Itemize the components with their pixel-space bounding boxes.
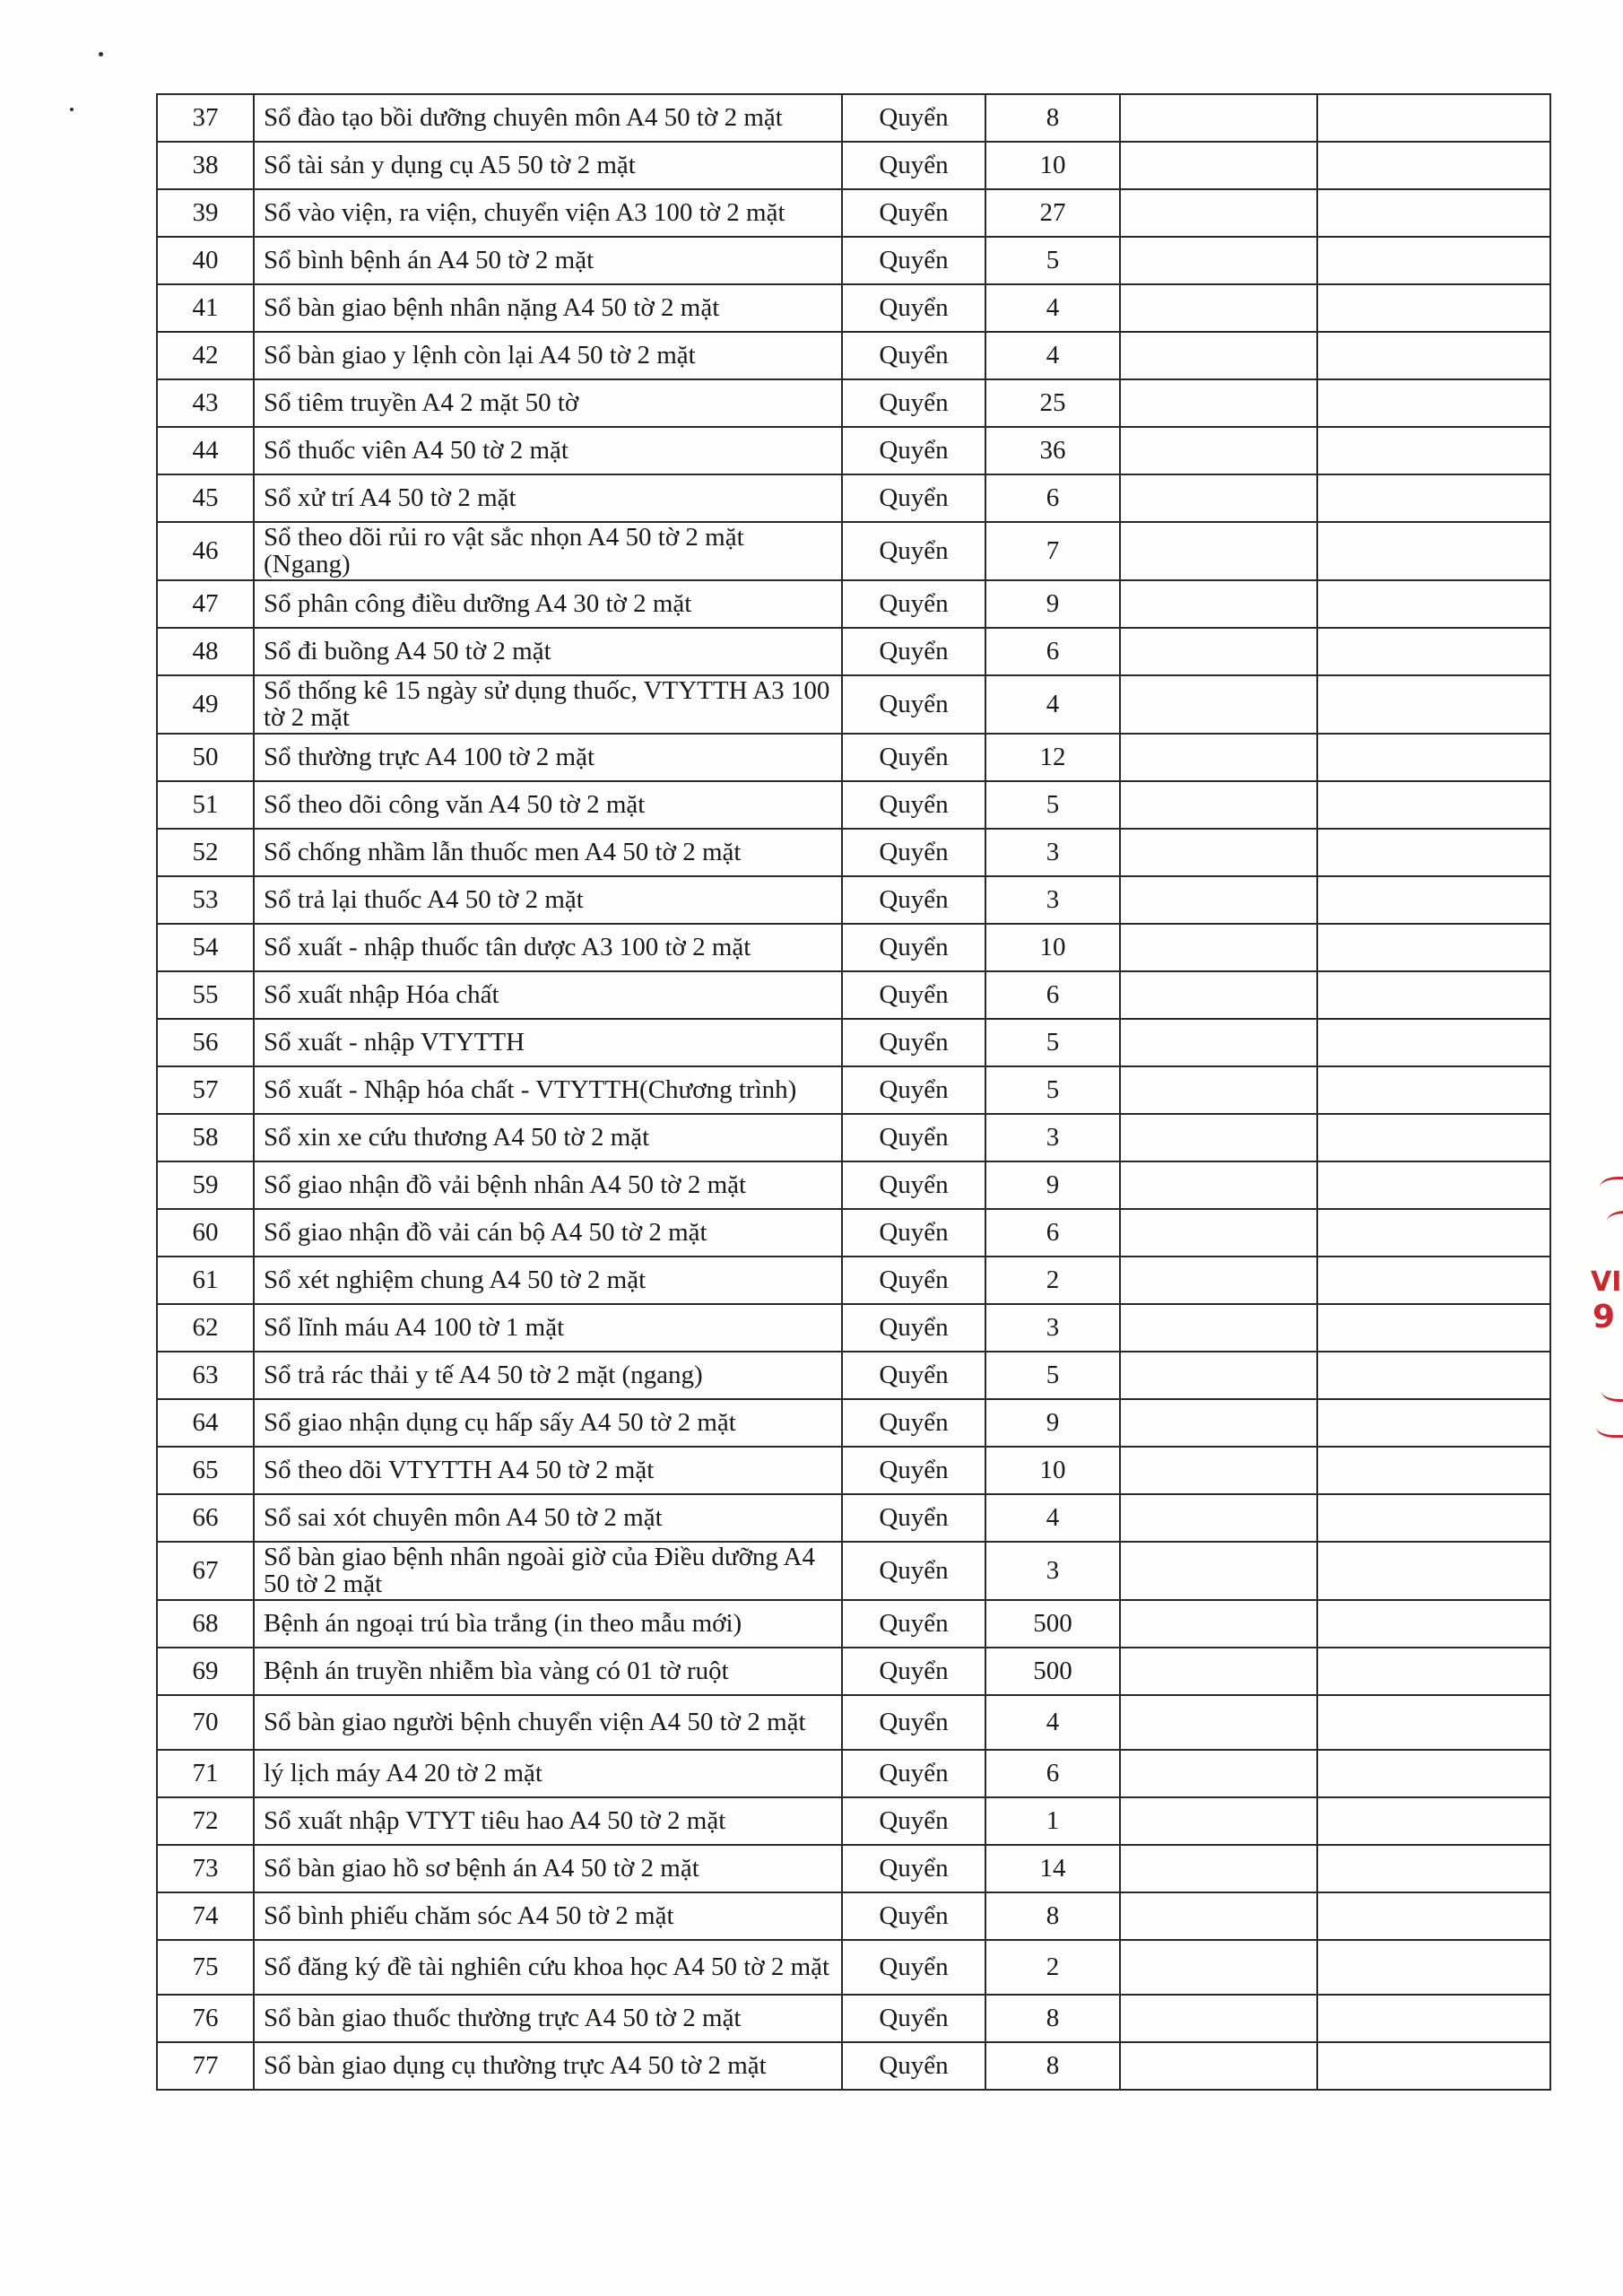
empty-cell (1120, 1161, 1317, 1209)
item-name-cell: Sổ xuất - nhập VTYTTH (254, 1019, 842, 1066)
empty-cell (1317, 1542, 1550, 1600)
empty-cell (1317, 1304, 1550, 1352)
table-row (157, 1399, 1550, 1447)
item-name-cell: Sổ thống kê 15 ngày sử dụng thuốc, VTYTTH A3 100 tờ 2 mặt (254, 675, 842, 734)
row-number-cell: 63 (157, 1352, 254, 1399)
item-name-cell: Sổ đi buồng A4 50 tờ 2 mặt (254, 628, 842, 675)
empty-cell (1120, 1257, 1317, 1304)
table-row (157, 1940, 1550, 1995)
quantity-cell: 9 (985, 580, 1120, 628)
unit-cell: Quyển (842, 1352, 985, 1399)
unit-cell: Quyển (842, 1209, 985, 1257)
quantity-cell: 9 (985, 1161, 1120, 1209)
empty-cell (1120, 781, 1317, 829)
row-number-cell: 60 (157, 1209, 254, 1257)
table-row (157, 1845, 1550, 1892)
item-name-cell: Sổ xét nghiệm chung A4 50 tờ 2 mặt (254, 1257, 842, 1304)
empty-cell (1120, 1940, 1317, 1995)
table-row (157, 284, 1550, 332)
table-row (157, 1447, 1550, 1494)
quantity-cell: 2 (985, 1940, 1120, 1995)
empty-cell (1317, 1845, 1550, 1892)
unit-cell: Quyển (842, 522, 985, 580)
empty-cell (1317, 284, 1550, 332)
unit-cell: Quyển (842, 971, 985, 1019)
row-number-cell: 56 (157, 1019, 254, 1066)
item-name-cell: Sổ đào tạo bồi dưỡng chuyên môn A4 50 tờ 2 mặt (254, 94, 842, 142)
empty-cell (1120, 1542, 1317, 1600)
row-number-cell: 40 (157, 237, 254, 284)
quantity-cell: 6 (985, 1750, 1120, 1797)
row-number-cell: 47 (157, 580, 254, 628)
unit-cell: Quyển (842, 580, 985, 628)
empty-cell (1317, 142, 1550, 189)
empty-cell (1120, 379, 1317, 427)
quantity-cell: 2 (985, 1257, 1120, 1304)
table-row (157, 1542, 1550, 1600)
item-name-cell: Sổ tiêm truyền A4 2 mặt 50 tờ (254, 379, 842, 427)
table-row (157, 1352, 1550, 1399)
item-name-cell: Sổ bàn giao y lệnh còn lại A4 50 tờ 2 mặt (254, 332, 842, 379)
item-name-cell: Sổ xử trí A4 50 tờ 2 mặt (254, 474, 842, 522)
unit-cell: Quyển (842, 332, 985, 379)
empty-cell (1120, 284, 1317, 332)
empty-cell (1120, 1114, 1317, 1161)
quantity-cell: 5 (985, 1019, 1120, 1066)
empty-cell (1317, 1399, 1550, 1447)
empty-cell (1317, 1494, 1550, 1542)
item-name-cell: Sổ phân công điều dưỡng A4 30 tờ 2 mặt (254, 580, 842, 628)
row-number-cell: 45 (157, 474, 254, 522)
empty-cell (1317, 1257, 1550, 1304)
empty-cell (1120, 94, 1317, 142)
item-name-cell: Sổ giao nhận đồ vải bệnh nhân A4 50 tờ 2 mặt (254, 1161, 842, 1209)
row-number-cell: 65 (157, 1447, 254, 1494)
unit-cell: Quyển (842, 734, 985, 781)
item-name-cell: Sổ bình bệnh án A4 50 tờ 2 mặt (254, 237, 842, 284)
quantity-cell: 500 (985, 1600, 1120, 1648)
empty-cell (1317, 971, 1550, 1019)
unit-cell: Quyển (842, 1257, 985, 1304)
unit-cell: Quyển (842, 189, 985, 237)
table-row (157, 675, 1550, 734)
empty-cell (1317, 675, 1550, 734)
empty-cell (1120, 1352, 1317, 1399)
item-name-cell: Sổ xuất nhập Hóa chất (254, 971, 842, 1019)
row-number-cell: 57 (157, 1066, 254, 1114)
unit-cell: Quyển (842, 94, 985, 142)
stamp-arc (1601, 1381, 1623, 1402)
unit-cell: Quyển (842, 924, 985, 971)
table-row (157, 1750, 1550, 1797)
empty-cell (1120, 1600, 1317, 1648)
unit-cell: Quyển (842, 284, 985, 332)
quantity-cell: 8 (985, 1995, 1120, 2042)
unit-cell: Quyển (842, 1542, 985, 1600)
unit-cell: Quyển (842, 1066, 985, 1114)
empty-cell (1317, 580, 1550, 628)
quantity-cell: 25 (985, 379, 1120, 427)
row-number-cell: 44 (157, 427, 254, 474)
item-name-cell: Sổ vào viện, ra viện, chuyển viện A3 100 tờ 2 mặt (254, 189, 842, 237)
table-row (157, 781, 1550, 829)
empty-cell (1120, 1066, 1317, 1114)
row-number-cell: 41 (157, 284, 254, 332)
table-row (157, 474, 1550, 522)
item-name-cell: Bệnh án ngoại trú bìa trắng (in theo mẫu mới) (254, 1600, 842, 1648)
unit-cell: Quyển (842, 1399, 985, 1447)
quantity-cell: 6 (985, 628, 1120, 675)
empty-cell (1120, 189, 1317, 237)
empty-cell (1317, 1352, 1550, 1399)
unit-cell: Quyển (842, 2042, 985, 2090)
quantity-cell: 8 (985, 94, 1120, 142)
quantity-cell: 14 (985, 1845, 1120, 1892)
empty-cell (1120, 1797, 1317, 1845)
table-row (157, 332, 1550, 379)
item-name-cell: Sổ chống nhầm lẫn thuốc men A4 50 tờ 2 mặt (254, 829, 842, 876)
empty-cell (1317, 1019, 1550, 1066)
quantity-cell: 4 (985, 1695, 1120, 1750)
row-number-cell: 64 (157, 1399, 254, 1447)
table-row (157, 734, 1550, 781)
quantity-cell: 500 (985, 1648, 1120, 1695)
item-name-cell: Sổ xuất - nhập thuốc tân dược A3 100 tờ 2 mặt (254, 924, 842, 971)
quantity-cell: 27 (985, 189, 1120, 237)
row-number-cell: 70 (157, 1695, 254, 1750)
row-number-cell: 67 (157, 1542, 254, 1600)
item-name-cell: Sổ theo dõi rủi ro vật sắc nhọn A4 50 tờ 2 mặt (Ngang) (254, 522, 842, 580)
table-row (157, 628, 1550, 675)
empty-cell (1317, 829, 1550, 876)
table-row (157, 1066, 1550, 1114)
table-row (157, 1161, 1550, 1209)
empty-cell (1317, 1114, 1550, 1161)
unit-cell: Quyển (842, 1114, 985, 1161)
table-row (157, 1019, 1550, 1066)
item-name-cell: Sổ trả lại thuốc A4 50 tờ 2 mặt (254, 876, 842, 924)
quantity-cell: 1 (985, 1797, 1120, 1845)
row-number-cell: 39 (157, 189, 254, 237)
quantity-cell: 7 (985, 522, 1120, 580)
empty-cell (1317, 189, 1550, 237)
empty-cell (1120, 332, 1317, 379)
empty-cell (1317, 1447, 1550, 1494)
unit-cell: Quyển (842, 427, 985, 474)
row-number-cell: 43 (157, 379, 254, 427)
unit-cell: Quyển (842, 1750, 985, 1797)
empty-cell (1317, 1600, 1550, 1648)
table-row (157, 142, 1550, 189)
empty-cell (1317, 237, 1550, 284)
item-name-cell: Sổ thường trực A4 100 tờ 2 mặt (254, 734, 842, 781)
item-name-cell: Sổ bàn giao bệnh nhân ngoài giờ của Điều dưỡng A4 50 tờ 2 mặt (254, 1542, 842, 1600)
empty-cell (1317, 474, 1550, 522)
row-number-cell: 69 (157, 1648, 254, 1695)
empty-cell (1120, 628, 1317, 675)
scan-speck (70, 108, 74, 111)
empty-cell (1317, 1209, 1550, 1257)
row-number-cell: 46 (157, 522, 254, 580)
unit-cell: Quyển (842, 781, 985, 829)
quantity-cell: 5 (985, 1352, 1120, 1399)
row-number-cell: 72 (157, 1797, 254, 1845)
unit-cell: Quyển (842, 1019, 985, 1066)
empty-cell (1317, 1066, 1550, 1114)
unit-cell: Quyển (842, 1648, 985, 1695)
unit-cell: Quyển (842, 1304, 985, 1352)
quantity-cell: 5 (985, 781, 1120, 829)
table-row (157, 1114, 1550, 1161)
unit-cell: Quyển (842, 1447, 985, 1494)
empty-cell (1120, 829, 1317, 876)
empty-cell (1317, 427, 1550, 474)
empty-cell (1120, 1304, 1317, 1352)
item-name-cell: Sổ đăng ký đề tài nghiên cứu khoa học A4 50 tờ 2 mặt (254, 1940, 842, 1995)
unit-cell: Quyển (842, 237, 985, 284)
unit-cell: Quyển (842, 1161, 985, 1209)
quantity-cell: 3 (985, 1114, 1120, 1161)
empty-cell (1120, 1750, 1317, 1797)
quantity-cell: 5 (985, 1066, 1120, 1114)
item-name-cell: Sổ thuốc viên A4 50 tờ 2 mặt (254, 427, 842, 474)
item-name-cell: Sổ xuất - Nhập hóa chất - VTYTTH(Chương trình) (254, 1066, 842, 1114)
table-row (157, 1892, 1550, 1940)
empty-cell (1120, 1019, 1317, 1066)
empty-cell (1120, 971, 1317, 1019)
unit-cell: Quyển (842, 628, 985, 675)
quantity-cell: 12 (985, 734, 1120, 781)
supplies-table (156, 93, 1551, 2091)
row-number-cell: 51 (157, 781, 254, 829)
table-row (157, 2042, 1550, 2090)
quantity-cell: 4 (985, 284, 1120, 332)
item-name-cell: Sổ xin xe cứu thương A4 50 tờ 2 mặt (254, 1114, 842, 1161)
unit-cell: Quyển (842, 876, 985, 924)
empty-cell (1120, 876, 1317, 924)
item-name-cell: Sổ trả rác thải y tế A4 50 tờ 2 mặt (ngang) (254, 1352, 842, 1399)
quantity-cell: 3 (985, 1542, 1120, 1600)
unit-cell: Quyển (842, 1995, 985, 2042)
item-name-cell: Sổ xuất nhập VTYT tiêu hao A4 50 tờ 2 mặt (254, 1797, 842, 1845)
empty-cell (1120, 142, 1317, 189)
empty-cell (1317, 781, 1550, 829)
item-name-cell: Sổ bàn giao hồ sơ bệnh án A4 50 tờ 2 mặt (254, 1845, 842, 1892)
quantity-cell: 10 (985, 924, 1120, 971)
table-row (157, 1695, 1550, 1750)
table-row (157, 379, 1550, 427)
row-number-cell: 49 (157, 675, 254, 734)
quantity-cell: 6 (985, 971, 1120, 1019)
item-name-cell: Sổ bình phiếu chăm sóc A4 50 tờ 2 mặt (254, 1892, 842, 1940)
empty-cell (1317, 628, 1550, 675)
unit-cell: Quyển (842, 474, 985, 522)
quantity-cell: 6 (985, 474, 1120, 522)
row-number-cell: 48 (157, 628, 254, 675)
empty-cell (1120, 924, 1317, 971)
quantity-cell: 36 (985, 427, 1120, 474)
empty-cell (1317, 379, 1550, 427)
item-name-cell: Sổ lĩnh máu A4 100 tờ 1 mặt (254, 1304, 842, 1352)
empty-cell (1317, 1995, 1550, 2042)
empty-cell (1317, 1695, 1550, 1750)
empty-cell (1317, 1648, 1550, 1695)
item-name-cell: lý lịch máy A4 20 tờ 2 mặt (254, 1750, 842, 1797)
unit-cell: Quyển (842, 1494, 985, 1542)
empty-cell (1317, 2042, 1550, 2090)
stamp-arc (1600, 1177, 1623, 1197)
table-row (157, 1494, 1550, 1542)
unit-cell: Quyển (842, 675, 985, 734)
quantity-cell: 9 (985, 1399, 1120, 1447)
empty-cell (1120, 1648, 1317, 1695)
item-name-cell: Sổ tài sản y dụng cụ A5 50 tờ 2 mặt (254, 142, 842, 189)
item-name-cell: Sổ bàn giao thuốc thường trực A4 50 tờ 2 mặt (254, 1995, 842, 2042)
empty-cell (1120, 2042, 1317, 2090)
table-row (157, 1304, 1550, 1352)
row-number-cell: 68 (157, 1600, 254, 1648)
item-name-cell: Sổ sai xót chuyên môn A4 50 tờ 2 mặt (254, 1494, 842, 1542)
row-number-cell: 50 (157, 734, 254, 781)
table-row (157, 189, 1550, 237)
empty-cell (1317, 332, 1550, 379)
empty-cell (1120, 1892, 1317, 1940)
table-row (157, 427, 1550, 474)
table-row (157, 1797, 1550, 1845)
row-number-cell: 58 (157, 1114, 254, 1161)
row-number-cell: 55 (157, 971, 254, 1019)
table-row (157, 237, 1550, 284)
empty-cell (1120, 237, 1317, 284)
row-number-cell: 77 (157, 2042, 254, 2090)
row-number-cell: 66 (157, 1494, 254, 1542)
stamp-text: 9 (1593, 1299, 1616, 1335)
table-row (157, 971, 1550, 1019)
row-number-cell: 71 (157, 1750, 254, 1797)
empty-cell (1120, 1447, 1317, 1494)
empty-cell (1120, 522, 1317, 580)
unit-cell: Quyển (842, 1600, 985, 1648)
unit-cell: Quyển (842, 1797, 985, 1845)
empty-cell (1120, 1494, 1317, 1542)
empty-cell (1317, 876, 1550, 924)
item-name-cell: Bệnh án truyền nhiễm bìa vàng có 01 tờ ruột (254, 1648, 842, 1695)
empty-cell (1120, 427, 1317, 474)
table-row (157, 1995, 1550, 2042)
table-body (157, 94, 1550, 2090)
item-name-cell: Sổ giao nhận đồ vải cán bộ A4 50 tờ 2 mặt (254, 1209, 842, 1257)
item-name-cell: Sổ giao nhận dụng cụ hấp sấy A4 50 tờ 2 mặt (254, 1399, 842, 1447)
quantity-cell: 10 (985, 142, 1120, 189)
item-name-cell: Sổ bàn giao dụng cụ thường trực A4 50 tờ 2 mặt (254, 2042, 842, 2090)
empty-cell (1120, 1995, 1317, 2042)
stamp-arc (1596, 1417, 1623, 1438)
row-number-cell: 62 (157, 1304, 254, 1352)
empty-cell (1120, 1845, 1317, 1892)
table-row (157, 1600, 1550, 1648)
row-number-cell: 42 (157, 332, 254, 379)
quantity-cell: 4 (985, 332, 1120, 379)
quantity-cell: 4 (985, 675, 1120, 734)
empty-cell (1120, 675, 1317, 734)
empty-cell (1317, 1892, 1550, 1940)
table-row (157, 94, 1550, 142)
scan-speck (99, 52, 103, 57)
empty-cell (1317, 1161, 1550, 1209)
unit-cell: Quyển (842, 829, 985, 876)
row-number-cell: 53 (157, 876, 254, 924)
unit-cell: Quyển (842, 379, 985, 427)
row-number-cell: 61 (157, 1257, 254, 1304)
empty-cell (1317, 522, 1550, 580)
empty-cell (1120, 734, 1317, 781)
table-row (157, 1648, 1550, 1695)
red-seal-stamp (1587, 1157, 1623, 1462)
row-number-cell: 76 (157, 1995, 254, 2042)
item-name-cell: Sổ bàn giao bệnh nhân nặng A4 50 tờ 2 mặt (254, 284, 842, 332)
quantity-cell: 3 (985, 876, 1120, 924)
quantity-cell: 8 (985, 2042, 1120, 2090)
empty-cell (1317, 94, 1550, 142)
empty-cell (1120, 1695, 1317, 1750)
empty-cell (1120, 1209, 1317, 1257)
item-name-cell: Sổ theo dõi VTYTTH A4 50 tờ 2 mặt (254, 1447, 842, 1494)
empty-cell (1120, 1399, 1317, 1447)
quantity-cell: 4 (985, 1494, 1120, 1542)
unit-cell: Quyển (842, 1892, 985, 1940)
row-number-cell: 59 (157, 1161, 254, 1209)
stamp-arc (1607, 1211, 1623, 1231)
quantity-cell: 3 (985, 829, 1120, 876)
table-row (157, 1209, 1550, 1257)
table-row (157, 580, 1550, 628)
table-row (157, 876, 1550, 924)
quantity-cell: 5 (985, 237, 1120, 284)
empty-cell (1317, 734, 1550, 781)
quantity-cell: 6 (985, 1209, 1120, 1257)
empty-cell (1317, 924, 1550, 971)
quantity-cell: 3 (985, 1304, 1120, 1352)
empty-cell (1317, 1940, 1550, 1995)
row-number-cell: 75 (157, 1940, 254, 1995)
quantity-cell: 8 (985, 1892, 1120, 1940)
row-number-cell: 38 (157, 142, 254, 189)
unit-cell: Quyển (842, 1940, 985, 1995)
row-number-cell: 37 (157, 94, 254, 142)
stamp-text: VI (1591, 1266, 1622, 1298)
empty-cell (1120, 474, 1317, 522)
empty-cell (1317, 1750, 1550, 1797)
row-number-cell: 74 (157, 1892, 254, 1940)
row-number-cell: 52 (157, 829, 254, 876)
item-name-cell: Sổ bàn giao người bệnh chuyển viện A4 50 tờ 2 mặt (254, 1695, 842, 1750)
table-row (157, 924, 1550, 971)
unit-cell: Quyển (842, 1695, 985, 1750)
row-number-cell: 73 (157, 1845, 254, 1892)
item-name-cell: Sổ theo dõi công văn A4 50 tờ 2 mặt (254, 781, 842, 829)
empty-cell (1317, 1797, 1550, 1845)
row-number-cell: 54 (157, 924, 254, 971)
unit-cell: Quyển (842, 142, 985, 189)
table-row (157, 522, 1550, 580)
unit-cell: Quyển (842, 1845, 985, 1892)
table-row (157, 1257, 1550, 1304)
empty-cell (1120, 580, 1317, 628)
table-row (157, 829, 1550, 876)
quantity-cell: 10 (985, 1447, 1120, 1494)
